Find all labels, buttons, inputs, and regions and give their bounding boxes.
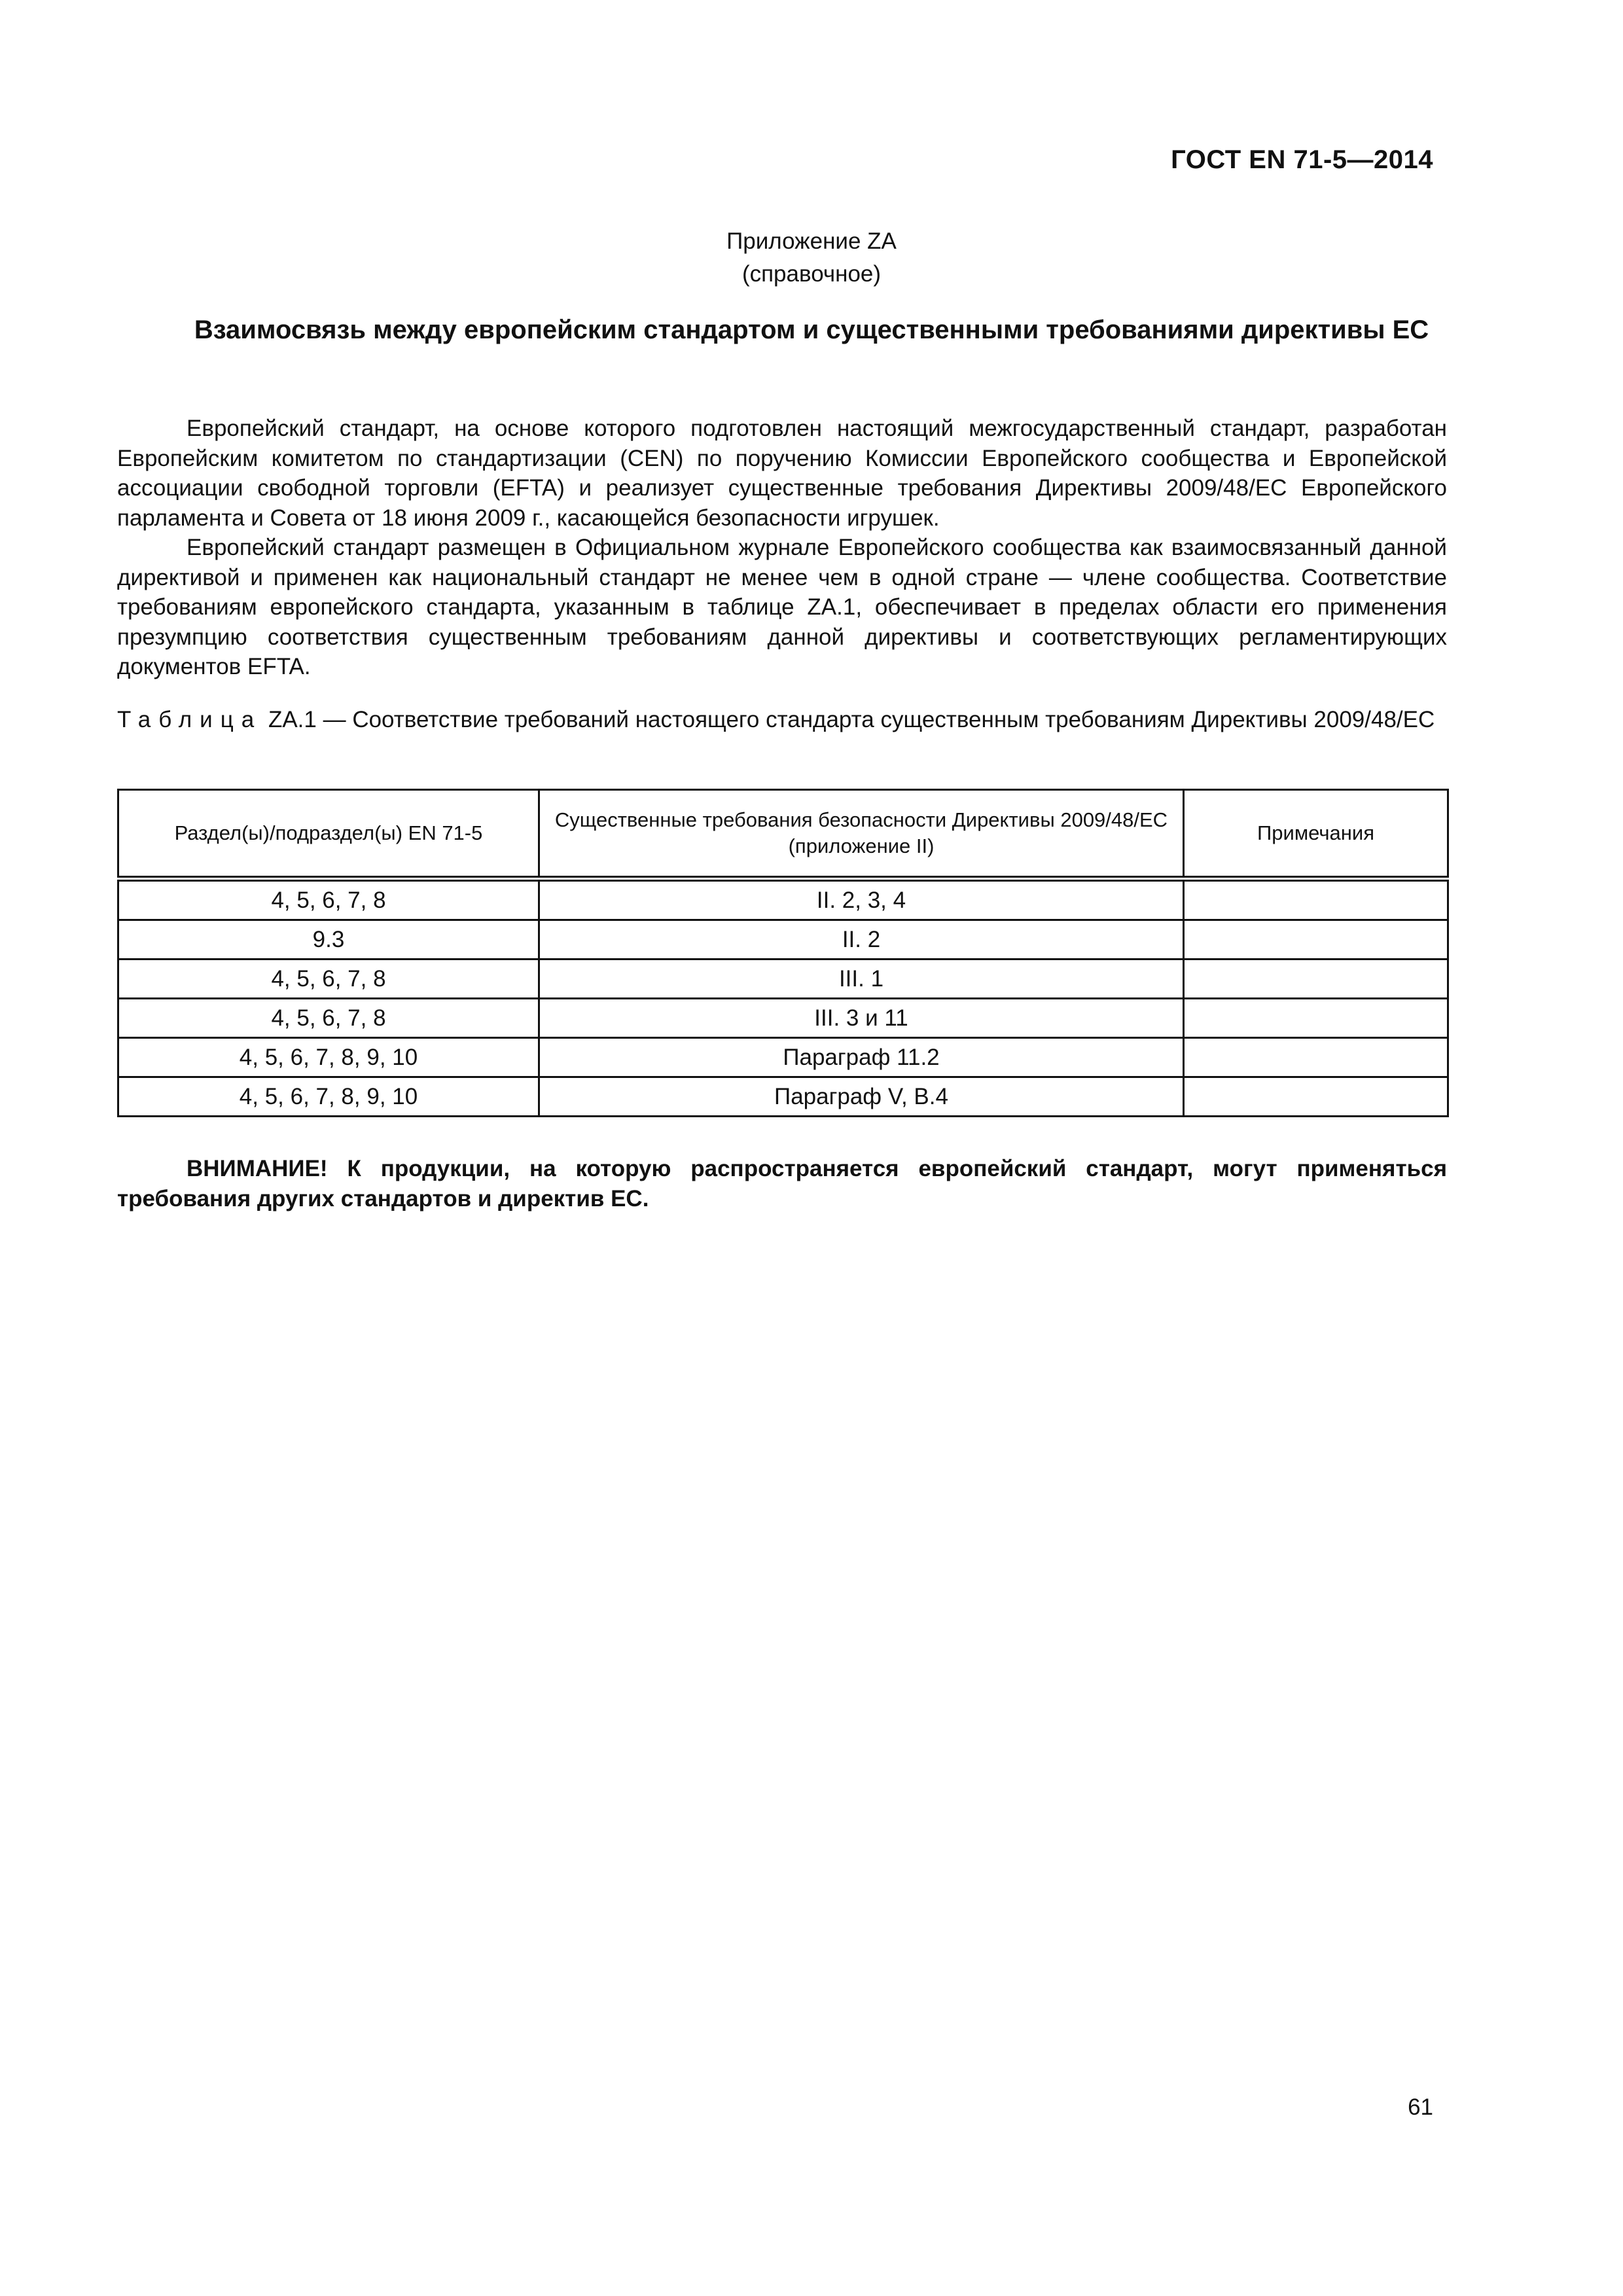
cell-notes (1184, 960, 1448, 999)
cell-sections: 4, 5, 6, 7, 8 (118, 960, 539, 999)
warning-note (117, 1154, 1447, 1214)
cell-requirements: II. 2, 3, 4 (539, 879, 1184, 920)
header-requirements: Существенные требования безопасности Директивы 2009/48/ЕС (приложение II) (539, 790, 1184, 879)
table-row (118, 1077, 1448, 1117)
table-caption (117, 705, 1447, 734)
table-row (118, 999, 1448, 1038)
table-caption-label: Таблица (117, 707, 262, 732)
annex-title: Взаимосвязь между европейским стандартом и существенными требованиями директивы ЕС (194, 315, 1429, 344)
table-row (118, 879, 1448, 920)
warning-text: ВНИМАНИЕ! К продукции, на которую распространяется европейский стандарт, могут применяться требования других стандартов и директив ЕС. (117, 1156, 1447, 1211)
cell-sections: 4, 5, 6, 7, 8, 9, 10 (118, 1077, 539, 1117)
table-caption-text: ZA.1 — Соответствие требований настоящего стандарта существенным требованиям Директивы 2009/48/ЕС (262, 707, 1435, 732)
cell-notes (1184, 1038, 1448, 1077)
cell-requirements: II. 2 (539, 920, 1184, 960)
cell-requirements: III. 3 и 11 (539, 999, 1184, 1038)
cell-sections: 4, 5, 6, 7, 8, 9, 10 (118, 1038, 539, 1077)
cell-requirements: Параграф V, В.4 (539, 1077, 1184, 1117)
document-code: ГОСТ EN 71-5—2014 (1171, 145, 1433, 174)
cell-notes (1184, 1077, 1448, 1117)
correspondence-table (117, 789, 1449, 1117)
cell-requirements: III. 1 (539, 960, 1184, 999)
table-header-row (118, 790, 1448, 879)
annex-name: Приложение ZA (726, 228, 897, 254)
cell-notes (1184, 999, 1448, 1038)
cell-sections: 9.3 (118, 920, 539, 960)
table-row (118, 960, 1448, 999)
paragraph-2: Европейский стандарт размещен в Официальном журнале Европейского сообщества как взаимосвязанный данной директивой и применен как национальный стандарт не менее чем в одной стране — члене сообщества. Соответствие требованиям европейского стандарта, указанным в таблице ZA.1, обеспечивает в пределах области его применения презумпцию соответствия существенным требованиям данной директивы и соответствующих регламентирующих документов EFTA. (117, 535, 1447, 679)
header-sections: Раздел(ы)/подраздел(ы) EN 71-5 (118, 790, 539, 879)
cell-sections: 4, 5, 6, 7, 8 (118, 879, 539, 920)
cell-notes (1184, 920, 1448, 960)
header-notes: Примечания (1184, 790, 1448, 879)
table-row (118, 1038, 1448, 1077)
cell-notes (1184, 879, 1448, 920)
annex-heading (0, 225, 1623, 291)
annex-type: (справочное) (741, 261, 882, 287)
cell-requirements: Параграф 11.2 (539, 1038, 1184, 1077)
paragraph-1: Европейский стандарт, на основе которого подготовлен настоящий межгосударственный стандарт, разработан Европейским комитетом по стандартизации (CEN) по поручению Комиссии Европейского сообщества и Европейской ассоциации свободной торговли (EFTA) и реализует существенные требования Директивы 2009/48/ЕС Европейского парламента и Совета от 18 июня 2009 г., касающейся безопасности игрушек. (117, 416, 1447, 531)
cell-sections: 4, 5, 6, 7, 8 (118, 999, 539, 1038)
intro-text (117, 414, 1447, 682)
page-number: 61 (1408, 2094, 1433, 2120)
table-row (118, 920, 1448, 960)
